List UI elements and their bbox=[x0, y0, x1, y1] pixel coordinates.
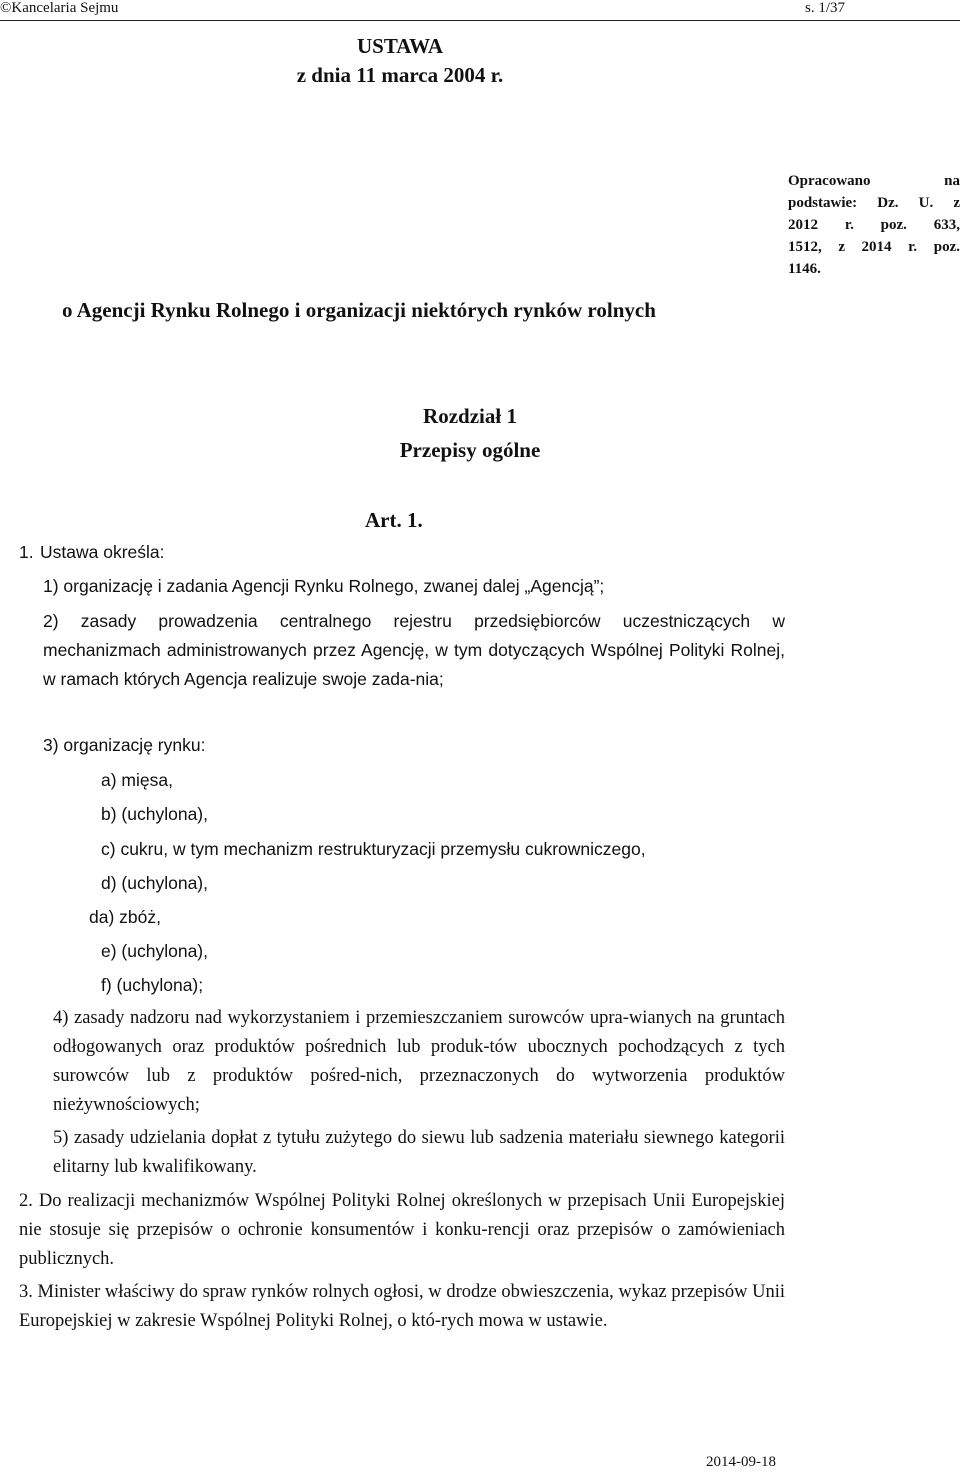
header-divider bbox=[0, 20, 960, 21]
article-heading: Art. 1. bbox=[365, 508, 423, 532]
paragraph-1-intro: Ustawa określa: bbox=[40, 542, 165, 562]
subpoint-b: b) (uchylona), bbox=[101, 804, 208, 824]
paragraph-3: 3. Minister właściwy do spraw rynków rolnych ogłosi, w drodze obwieszczenia, wykaz przepisów Unii Europejskiej w zakresie Wspólnej Polityki Rolnej, o któ-rych mowa w ustawie. bbox=[19, 1282, 785, 1331]
source-line: 1146. bbox=[788, 261, 821, 277]
subpoint-d: d) (uchylona), bbox=[101, 873, 208, 893]
source-note bbox=[788, 170, 960, 280]
point-5: 5) zasady udzielania dopłat z tytułu zużytego do siewu lub sadzenia materiału siewnego kategorii elitarny lub kwalifikowany. bbox=[53, 1128, 785, 1177]
footer-date: 2014-09-18 bbox=[706, 1454, 776, 1470]
chapter-number: Rozdział 1 bbox=[423, 404, 517, 428]
source-line: 1512, z 2014 r. poz. bbox=[788, 239, 960, 255]
point-3: 3) organizację rynku: bbox=[43, 735, 206, 755]
act-title: USTAWA bbox=[357, 34, 443, 58]
act-date: z dnia 11 marca 2004 r. bbox=[296, 63, 504, 87]
act-subject: o Agencji Rynku Rolnego i organizacji niektórych rynków rolnych bbox=[62, 298, 656, 322]
source-line: podstawie: Dz. U. z bbox=[788, 195, 960, 211]
point-2: 2) zasady prowadzenia centralnego rejestru przedsiębiorców uczestniczących w mechanizmach administrowanych przez Agencję, w tym dotyczących Wspólnej Polityki Rolnej, w ramach których Agencja realizuje swoje zada-nia; bbox=[43, 611, 785, 689]
header-copyright: ©Kancelaria Sejmu bbox=[0, 0, 119, 16]
chapter-title: Przepisy ogólne bbox=[399, 438, 541, 462]
subpoint-f: f) (uchylona); bbox=[101, 975, 204, 995]
point-4: 4) zasady nadzoru nad wykorzystaniem i przemieszczaniem surowców upra-wianych na gruntach odłogowanych oraz produktów pośrednich lub produk-tów ubocznych pochodzących z tych surowców lub z produktów pośred-nich, przeznaczonych do wytworzenia produktów nieżywnościowych; bbox=[53, 1008, 785, 1115]
subpoint-e: e) (uchylona), bbox=[101, 941, 208, 961]
paragraph-1-number: 1. bbox=[19, 542, 34, 562]
point-1: 1) organizację i zadania Agencji Rynku Rolnego, zwanej dalej „Agencją”; bbox=[43, 576, 605, 596]
subpoint-a: a) mięsa, bbox=[101, 770, 173, 790]
subpoint-da: da) zbóż, bbox=[89, 907, 161, 927]
subpoint-c: c) cukru, w tym mechanizm restrukturyzacji przemysłu cukrowniczego, bbox=[101, 839, 646, 859]
paragraph-2: 2. Do realizacji mechanizmów Wspólnej Polityki Rolnej określonych w przepisach Unii Europejskiej nie stosuje się przepisów o ochronie konsumentów i konku-rencji oraz przepisów o zamówieniach publicznych. bbox=[19, 1191, 785, 1269]
source-line: 2012 r. poz. 633, bbox=[788, 217, 960, 233]
page-number: s. 1/37 bbox=[805, 0, 846, 16]
source-line: Opracowano na bbox=[788, 173, 960, 189]
